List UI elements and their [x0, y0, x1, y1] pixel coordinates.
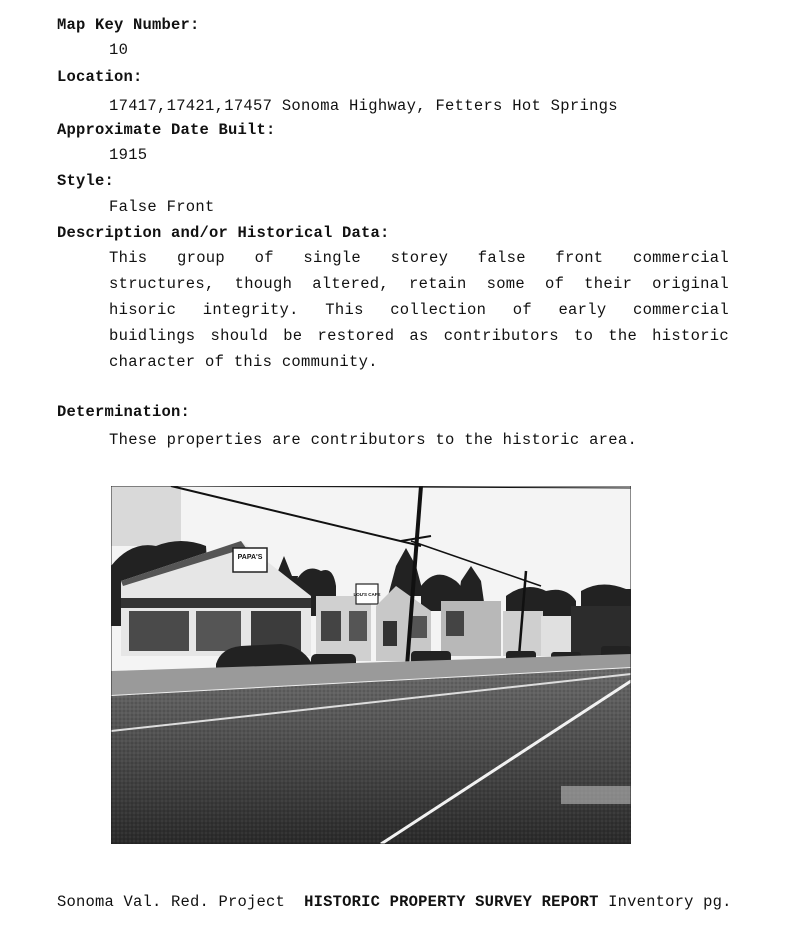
description-text — [109, 245, 729, 375]
lous-cafe-sign: LOU'S CAFE — [353, 592, 381, 597]
papas-sign: PAPA'S — [237, 554, 263, 561]
description-line: character of this community. — [109, 353, 378, 371]
street-photo — [111, 486, 631, 844]
description-line: This group of single storey false front commercial — [109, 249, 729, 267]
footer-project: Sonoma Val. Red. Project — [57, 893, 286, 911]
description-label: Description and/or Historical Data: — [57, 224, 390, 242]
determination-value: These properties are contributors to the historic area. — [109, 431, 638, 449]
footer-report-title: HISTORIC PROPERTY SURVEY REPORT — [304, 893, 599, 911]
style-label: Style: — [57, 172, 115, 190]
date-built-label: Approximate Date Built: — [57, 121, 276, 139]
determination-label: Determination: — [57, 403, 191, 421]
footer — [57, 893, 732, 911]
map-key-label: Map Key Number: — [57, 16, 200, 34]
location-label: Location: — [57, 68, 143, 86]
description-line: hisoric integrity. This collection of early commercial — [109, 301, 729, 319]
description-line: buidlings should be restored as contributors to the historic — [109, 327, 729, 345]
footer-inventory-page: Inventory pg. — [608, 893, 732, 911]
description-line: structures, though altered, retain some of their original — [109, 275, 729, 293]
location-value: 17417,17421,17457 Sonoma Highway, Fetters Hot Springs — [109, 97, 618, 115]
style-value: False Front — [109, 198, 215, 216]
date-built-value: 1915 — [109, 146, 148, 164]
map-key-value: 10 — [109, 41, 129, 59]
